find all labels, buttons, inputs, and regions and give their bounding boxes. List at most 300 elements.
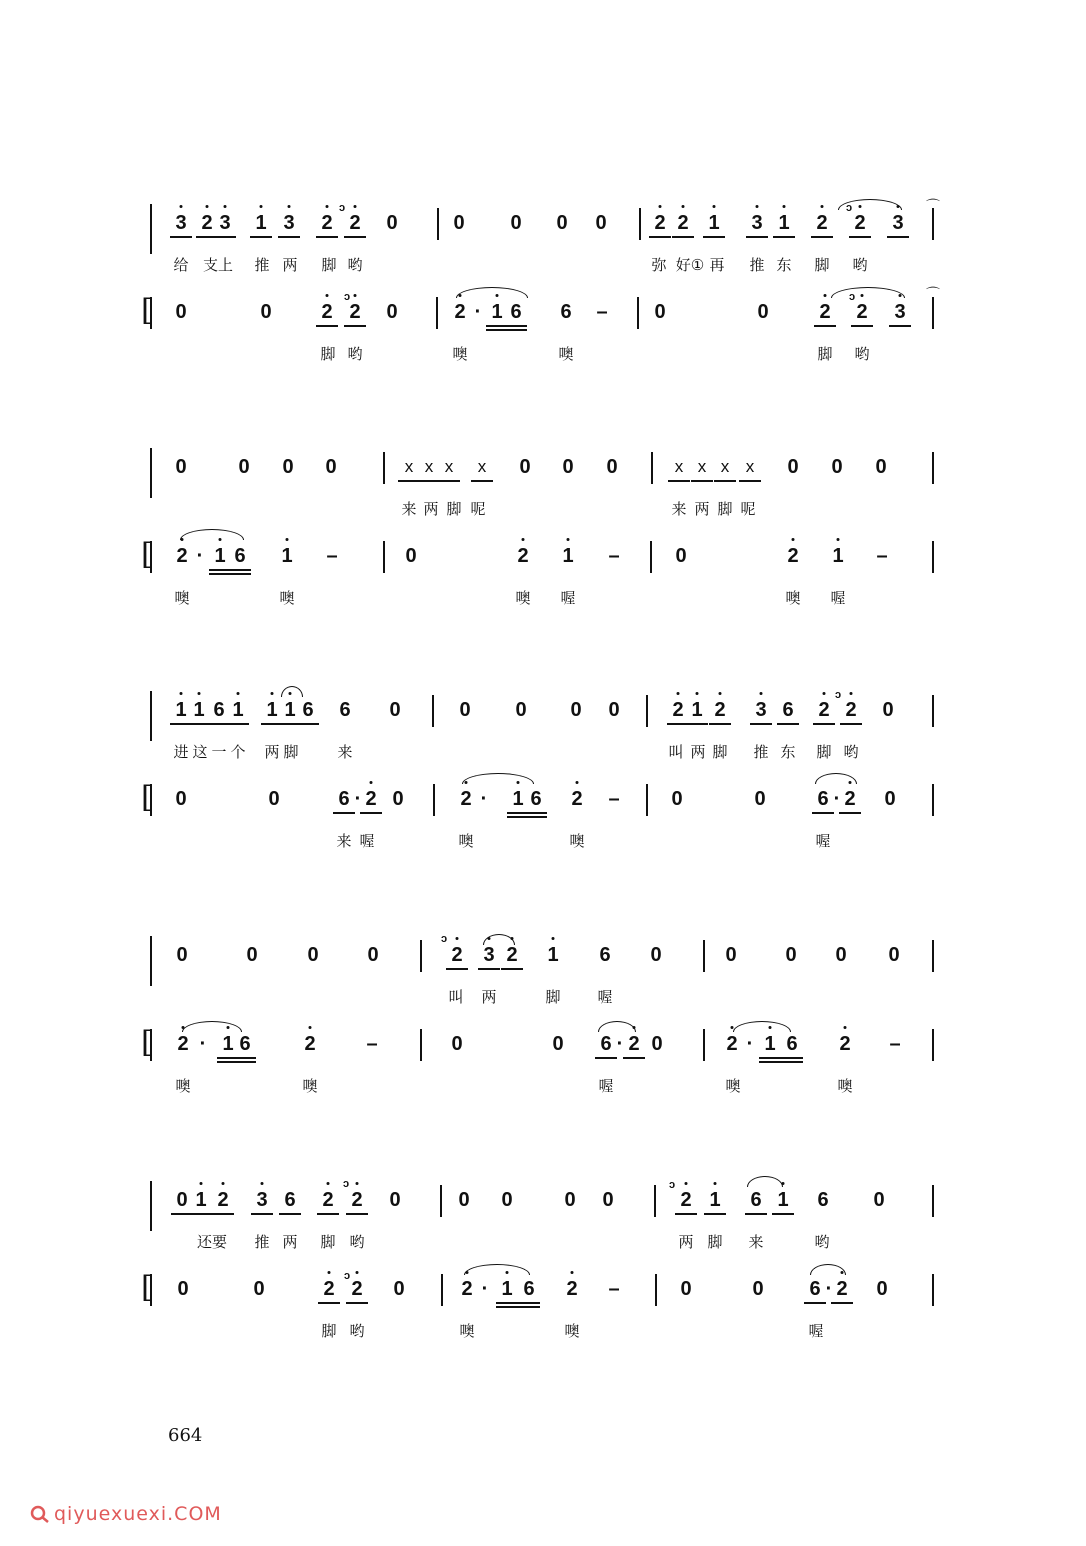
beam-underline: [772, 1213, 794, 1215]
note: 0: [177, 1278, 189, 1300]
note: x: [424, 457, 434, 476]
note: 2: [365, 788, 377, 810]
note: 0: [671, 788, 683, 810]
note: x: [477, 457, 487, 476]
note: 2: [566, 1278, 578, 1300]
beam-underline: [759, 1061, 781, 1063]
note: 6: [530, 788, 542, 810]
note: 2: [714, 699, 726, 721]
note: 3: [219, 212, 231, 234]
octave-dot-high: [354, 294, 357, 297]
lyric: 脚: [717, 500, 733, 518]
note: 0: [176, 1189, 188, 1211]
octave-dot-high: [756, 205, 759, 208]
octave-dot-high: [288, 205, 291, 208]
barline: [932, 940, 934, 972]
note: 0: [595, 212, 607, 234]
octave-dot-high: [326, 205, 329, 208]
slur-arc: [598, 1021, 636, 1032]
note: 1: [175, 699, 187, 721]
lyric: 噢: [458, 832, 474, 850]
note: 0: [260, 301, 272, 323]
note: 6: [234, 545, 246, 567]
beam-underline: [496, 1306, 518, 1308]
barline: [932, 784, 934, 816]
note: 2: [322, 1189, 334, 1211]
octave-dot-high: [714, 1182, 717, 1185]
lyric: 两: [481, 988, 497, 1006]
octave-dot-high: [260, 205, 263, 208]
lyric: 好①: [675, 256, 705, 274]
beam-underline: [471, 480, 493, 482]
note: ·: [480, 788, 488, 810]
barline: [383, 452, 385, 484]
beam-underline: [214, 236, 236, 238]
note: 2: [177, 1033, 189, 1055]
note: 2: [818, 699, 830, 721]
beam-underline: [812, 812, 834, 814]
note: 2: [677, 212, 689, 234]
note: 0: [650, 944, 662, 966]
beam-underline: [851, 325, 873, 327]
note: 0: [785, 944, 797, 966]
note: 0: [606, 456, 618, 478]
grace-mark: ↄ: [343, 1178, 350, 1190]
note: 0: [453, 212, 465, 234]
octave-dot-high: [328, 1271, 331, 1274]
note: 1: [512, 788, 524, 810]
beam-underline: [831, 1302, 853, 1304]
beam-underline: [813, 723, 835, 725]
barline: [383, 541, 385, 573]
note: 2: [454, 301, 466, 323]
lyric: 脚: [320, 1233, 336, 1251]
octave-dot-high: [286, 538, 289, 541]
beam-underline: [278, 236, 300, 238]
beam-underline: [840, 723, 862, 725]
note: 0: [325, 456, 337, 478]
note: 1: [491, 301, 503, 323]
note: x: [697, 457, 707, 476]
note: 0: [556, 212, 568, 234]
note: 0: [307, 944, 319, 966]
beam-underline: [496, 1302, 518, 1304]
note: 0: [675, 545, 687, 567]
lyric: 叫: [668, 743, 684, 761]
note: 3: [175, 212, 187, 234]
note: ·: [474, 301, 482, 323]
note: 0: [725, 944, 737, 966]
beam-underline: [777, 723, 799, 725]
beam-underline: [505, 325, 527, 327]
beam-underline: [438, 480, 460, 482]
lyric: 进: [173, 743, 189, 761]
barline: [637, 297, 639, 329]
watermark-logo-icon: [30, 1503, 52, 1523]
octave-dot-high: [677, 692, 680, 695]
barline: [651, 452, 653, 484]
lyric: 噢: [175, 1077, 191, 1095]
beam-underline: [704, 1213, 726, 1215]
beam-underline: [398, 480, 420, 482]
octave-dot-high: [206, 205, 209, 208]
note: 2: [176, 545, 188, 567]
barline: [639, 208, 641, 240]
octave-dot-high: [792, 538, 795, 541]
barline: [646, 784, 648, 816]
note: 0: [282, 456, 294, 478]
lyric: 噢: [279, 589, 295, 607]
note: 1: [547, 944, 559, 966]
note: 0: [515, 699, 527, 721]
octave-dot-high: [309, 1026, 312, 1029]
note: 0: [884, 788, 896, 810]
lyric: 脚: [814, 256, 830, 274]
lyric: 噢: [837, 1077, 853, 1095]
note: 0: [787, 456, 799, 478]
barline: [420, 1029, 422, 1061]
note: ·: [825, 1278, 833, 1300]
slur-arc: [831, 287, 905, 298]
note: 3: [283, 212, 295, 234]
grace-mark: ↄ: [344, 291, 351, 303]
lyric: 推: [749, 256, 765, 274]
beam-underline: [478, 968, 500, 970]
note: –: [326, 545, 338, 567]
note: 1: [255, 212, 267, 234]
note: 2: [506, 944, 518, 966]
grace-mark: ↄ: [441, 933, 448, 945]
beam-underline: [745, 1213, 767, 1215]
barline: [150, 936, 152, 986]
note: 0: [459, 699, 471, 721]
note: 2: [628, 1033, 640, 1055]
system-bracket: [: [141, 780, 153, 815]
barline: [441, 1274, 443, 1306]
octave-dot-high: [760, 692, 763, 695]
note: 2: [201, 212, 213, 234]
note: 2: [787, 545, 799, 567]
note: 6: [284, 1189, 296, 1211]
lyric: 来: [401, 500, 417, 518]
note: 1: [222, 1033, 234, 1055]
note: 3: [892, 212, 904, 234]
barline: [437, 208, 439, 240]
note: 0: [754, 788, 766, 810]
beam-underline: [649, 236, 671, 238]
lyric: 两: [694, 500, 710, 518]
barline: [150, 448, 152, 498]
note: 6: [786, 1033, 798, 1055]
beam-underline: [250, 236, 272, 238]
octave-dot-high: [224, 205, 227, 208]
note: 1: [562, 545, 574, 567]
octave-dot-high: [844, 1026, 847, 1029]
note: 0: [562, 456, 574, 478]
lyric: 来: [671, 500, 687, 518]
lyric: 噢: [569, 832, 585, 850]
note: 6: [817, 1189, 829, 1211]
note: 0: [386, 301, 398, 323]
note: 6: [339, 699, 351, 721]
beam-underline: [446, 968, 468, 970]
note: 0: [876, 1278, 888, 1300]
lyric: 哟: [843, 743, 859, 761]
slur-arc: [456, 287, 528, 298]
beam-underline: [814, 325, 836, 327]
lyric: 哟: [347, 345, 363, 363]
note: ·: [833, 788, 841, 810]
system-bracket: [: [141, 1025, 153, 1060]
note: 1: [284, 699, 296, 721]
barline: [420, 940, 422, 972]
note: 0: [752, 1278, 764, 1300]
note: 6: [302, 699, 314, 721]
beam-underline: [212, 1213, 234, 1215]
beam-underline: [691, 480, 713, 482]
note: 2: [726, 1033, 738, 1055]
watermark: [30, 1503, 222, 1525]
lyric: 还要: [196, 1233, 228, 1251]
lyric: 脚: [321, 1322, 337, 1340]
beam-underline: [344, 236, 366, 238]
lyric: 这: [192, 743, 208, 761]
octave-dot-high: [271, 692, 274, 695]
beam-underline: [209, 569, 231, 571]
beam-underline: [297, 723, 319, 725]
barline: [703, 940, 705, 972]
note: 0: [458, 1189, 470, 1211]
barline: [436, 297, 438, 329]
beam-underline: [781, 1057, 803, 1059]
beam-underline: [889, 325, 911, 327]
lyric: 噢: [725, 1077, 741, 1095]
octave-dot-high: [200, 1182, 203, 1185]
beam-underline: [344, 325, 366, 327]
lyric: 个: [230, 743, 246, 761]
note: 0: [367, 944, 379, 966]
slur-arc: [810, 1264, 846, 1275]
barline: [646, 695, 648, 727]
lyric: 两: [423, 500, 439, 518]
beam-underline: [849, 236, 871, 238]
beam-underline: [703, 236, 725, 238]
note: x: [745, 457, 755, 476]
octave-dot-high: [180, 692, 183, 695]
lyric: 噢: [558, 345, 574, 363]
beam-underline: [675, 1213, 697, 1215]
note: 6: [338, 788, 350, 810]
beam-underline: [251, 1213, 273, 1215]
note: 0: [882, 699, 894, 721]
beam-underline: [518, 1306, 540, 1308]
barline: [932, 695, 934, 727]
slur-arc: [747, 1176, 783, 1187]
beam-underline: [227, 723, 249, 725]
octave-dot-high: [356, 1271, 359, 1274]
note: –: [608, 545, 620, 567]
grace-mark: ↄ: [846, 202, 853, 214]
fermata-icon: ⌒: [926, 199, 940, 215]
barline: [655, 1274, 657, 1306]
note: 2: [460, 788, 472, 810]
octave-dot-high: [783, 205, 786, 208]
note: x: [720, 457, 730, 476]
note: 6: [523, 1278, 535, 1300]
beam-underline: [234, 1057, 256, 1059]
lyric: 噢: [459, 1322, 475, 1340]
lyric: 脚: [707, 1233, 723, 1251]
octave-dot-high: [576, 781, 579, 784]
note: 6: [213, 699, 225, 721]
barline: [440, 1185, 442, 1217]
note: 0: [175, 788, 187, 810]
note: 3: [755, 699, 767, 721]
lyric: 来: [336, 832, 352, 850]
note: 0: [389, 1189, 401, 1211]
lyric: 哟: [349, 1233, 365, 1251]
note: 3: [894, 301, 906, 323]
page-number: 664: [168, 1425, 203, 1446]
note: 2: [349, 301, 361, 323]
note: 2: [304, 1033, 316, 1055]
note: 1: [709, 1189, 721, 1211]
lyric: 叫: [448, 988, 464, 1006]
lyric: 哟: [852, 256, 868, 274]
note: 2: [680, 1189, 692, 1211]
beam-underline: [360, 812, 382, 814]
lyric: 脚: [320, 345, 336, 363]
note: 2: [854, 212, 866, 234]
beam-underline: [317, 1213, 339, 1215]
note: 0: [608, 699, 620, 721]
lyric: 弥: [651, 256, 667, 274]
grace-mark: ↄ: [344, 1270, 351, 1282]
note: ·: [196, 545, 204, 567]
note: –: [608, 1278, 620, 1300]
note: 0: [602, 1189, 614, 1211]
slur-arc: [733, 1021, 791, 1032]
note: 2: [321, 301, 333, 323]
note: 6: [817, 788, 829, 810]
beam-underline: [839, 812, 861, 814]
octave-dot-high: [456, 937, 459, 940]
lyric: 噢: [174, 589, 190, 607]
barline: [932, 1185, 934, 1217]
barline: [932, 452, 934, 484]
note: –: [596, 301, 608, 323]
note: 1: [691, 699, 703, 721]
slur-arc: [815, 773, 857, 784]
lyric: 推: [753, 743, 769, 761]
note: 0: [386, 212, 398, 234]
fermata-icon: ⌒: [926, 287, 940, 303]
lyric: 脚: [545, 988, 561, 1006]
lyric: 给: [173, 256, 189, 274]
note: –: [876, 545, 888, 567]
note: 0: [405, 545, 417, 567]
note: 1: [778, 212, 790, 234]
note: 0: [570, 699, 582, 721]
note: 0: [451, 1033, 463, 1055]
octave-dot-high: [713, 205, 716, 208]
octave-dot-high: [685, 1182, 688, 1185]
beam-underline: [595, 1057, 617, 1059]
note: 1: [281, 545, 293, 567]
lyric: 喔: [808, 1322, 824, 1340]
note: 0: [888, 944, 900, 966]
lyric: 噢: [564, 1322, 580, 1340]
beam-underline: [501, 968, 523, 970]
slur-arc: [281, 686, 303, 697]
note: 3: [751, 212, 763, 234]
lyric: 推: [254, 256, 270, 274]
note: 2: [517, 545, 529, 567]
note: 0: [175, 456, 187, 478]
note: ·: [354, 788, 362, 810]
lyric: 脚: [816, 743, 832, 761]
lyric: 来: [748, 1233, 764, 1251]
beam-underline: [209, 573, 231, 575]
note: 6: [560, 301, 572, 323]
note: 2: [819, 301, 831, 323]
beam-underline: [346, 1213, 368, 1215]
octave-dot-high: [198, 692, 201, 695]
lyric: 喔: [815, 832, 831, 850]
lyric: 脚: [712, 743, 728, 761]
note: 1: [501, 1278, 513, 1300]
beam-underline: [709, 723, 731, 725]
note: 0: [501, 1189, 513, 1211]
octave-dot-high: [821, 205, 824, 208]
grace-mark: ↄ: [849, 291, 856, 303]
beam-underline: [623, 1057, 645, 1059]
note: 0: [564, 1189, 576, 1211]
beam-underline: [525, 816, 547, 818]
beam-underline: [190, 1213, 212, 1215]
note: 0: [831, 456, 843, 478]
lyric: 东: [780, 743, 796, 761]
lyric: 支上: [202, 256, 234, 274]
note: 0: [268, 788, 280, 810]
lyric: 一: [211, 743, 227, 761]
beam-underline: [887, 236, 909, 238]
note: 6: [599, 944, 611, 966]
note: 2: [839, 1033, 851, 1055]
lyric: 哟: [347, 256, 363, 274]
note: 1: [214, 545, 226, 567]
note: 2: [654, 212, 666, 234]
octave-dot-high: [326, 294, 329, 297]
note: 0: [246, 944, 258, 966]
lyric: 噢: [785, 589, 801, 607]
note: 6: [750, 1189, 762, 1211]
note: 2: [349, 212, 361, 234]
note: 0: [654, 301, 666, 323]
beam-underline: [518, 1302, 540, 1304]
lyric: 噢: [515, 589, 531, 607]
lyric: 哟: [854, 345, 870, 363]
lyric: 两: [282, 1233, 298, 1251]
octave-dot-high: [354, 205, 357, 208]
slur-arc: [180, 529, 244, 540]
beam-underline: [739, 480, 761, 482]
note: 1: [193, 699, 205, 721]
note: 2: [844, 788, 856, 810]
lyric: 呢: [470, 500, 486, 518]
octave-dot-high: [237, 692, 240, 695]
octave-dot-high: [682, 205, 685, 208]
